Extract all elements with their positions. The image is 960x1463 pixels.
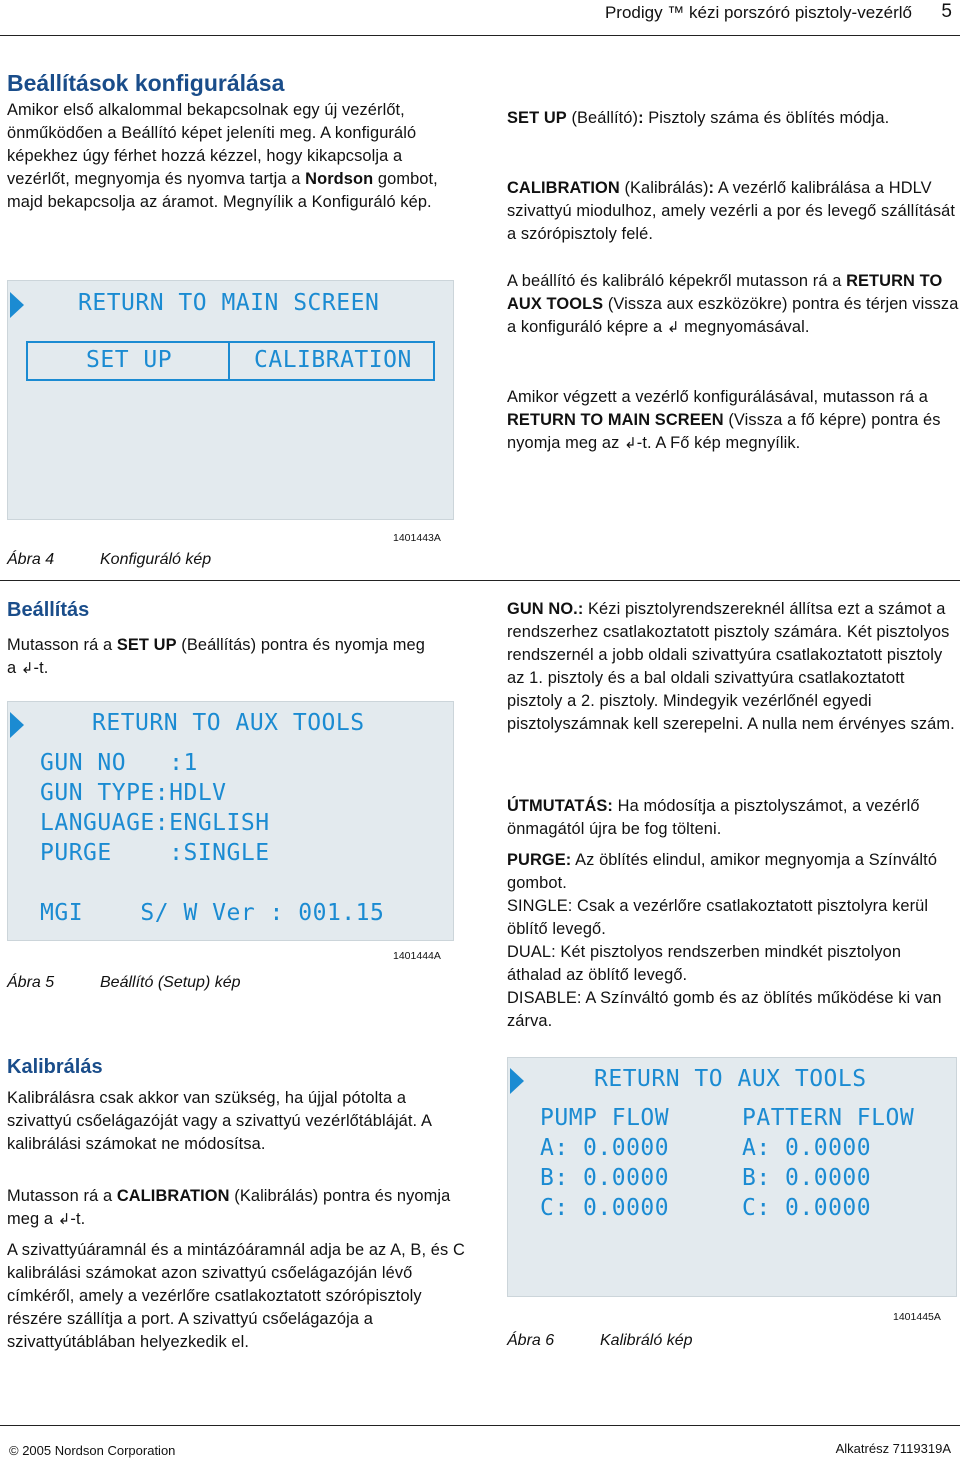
figure4-caption: Konfiguráló kép [100, 551, 212, 568]
calibration-button-label: CALIBRATION [254, 347, 412, 373]
setup-button-label: SET UP [86, 347, 173, 373]
selection-arrow-icon [510, 1068, 524, 1094]
calibration-intro: Kalibrálásra csak akkor van szükség, ha újjal pótolta a szivattyú csőelágazóját vagy a szivattyú vezérlőtábláját. A kalibrálási számokat ne módosítsa. [7, 1089, 432, 1153]
section-heading-config: Beállítások konfigurálása [7, 70, 285, 96]
page-header [0, 0, 960, 30]
figure6-caption: Kalibráló kép [600, 1332, 693, 1349]
config-screen [7, 280, 454, 520]
figure6-code: 1401445A [893, 1311, 941, 1323]
section-heading-calibration: Kalibrálás [7, 1056, 103, 1078]
figure5-code: 1401444A [393, 950, 441, 962]
guidance-note: ÚTMUTATÁS: Ha módosítja a pisztolyszámot, a vezérlő önmagától újra be fog tölteni. [507, 797, 920, 838]
gun-type-field[interactable]: GUN TYPE:HDLV [40, 780, 227, 806]
purge-field[interactable]: PURGE :SINGLE [40, 840, 270, 866]
figure4-code: 1401443A [393, 532, 441, 544]
section-heading-setup: Beállítás [7, 599, 90, 621]
return-aux-tools-item[interactable]: RETURN TO AUX TOOLS [92, 710, 365, 736]
copyright: © 2005 Nordson Corporation [9, 1443, 176, 1458]
setup-instruction: Mutasson rá a SET UP (Beállítás) pontra és nyomja meg a ↲-t. [7, 636, 425, 677]
return-main-description: Amikor végzett a vezérlő konfigurálásával, mutasson rá a RETURN TO MAIN SCREEN (Vissza a fő képre) pontra és nyomja meg az ↲-t. A Fő kép megnyílik. [507, 388, 941, 452]
return-aux-tools-item[interactable]: RETURN TO AUX TOOLS [594, 1066, 867, 1092]
pump-flow-a[interactable]: A: 0.0000 [540, 1135, 670, 1161]
setup-description: SET UP (Beállító): Pisztoly száma és öblítés módja. [507, 109, 890, 127]
page-number: 5 [941, 1, 952, 22]
figure6-label: Ábra 6 [507, 1332, 555, 1349]
divider-rule [0, 580, 960, 581]
gun-no-description: GUN NO.: Kézi pisztolyrendszereknél állítsa ezt a számot a rendszerhez csatlakoztatott pisztoly számára. Két pisztolyos rendszernél a jobb oldali szivattyúra csatlakoztatott pisztoly az 1. pisztoly és a bal oldali szivattyúra csatlakoztatott pisztoly a 2. pisztoly. Mindegyik vezérlőnél egyedi pisztolyszámnak kell szerepelni. A nulla nem érvényes szám. [507, 600, 955, 733]
header-title: Prodigy ™ kézi porszóró pisztoly-vezérlő [604, 3, 912, 22]
calibration-button[interactable] [228, 341, 435, 381]
setup-screen [7, 701, 454, 941]
calibration-screen [507, 1057, 957, 1297]
figure4-label: Ábra 4 [7, 551, 55, 568]
pump-flow-title: PUMP FLOW [540, 1105, 670, 1131]
calibration-description: CALIBRATION (Kalibrálás): A vezérlő kalibrálása a HDLV szivattyú miodulhoz, amely vezérli a por és levegő szállítását a szórópisztoly felé. [507, 179, 956, 243]
calibration-instruction: Mutasson rá a CALIBRATION (Kalibrálás) pontra és nyomja meg a ↲-t. [7, 1187, 451, 1228]
pump-flow-c[interactable]: C: 0.0000 [540, 1195, 670, 1221]
calibration-details: A szivattyúáramnál és a mintázóáramnál adja be az A, B, és C kalibrálási számokat azon szivattyú csőelágazóján lévő címkéről, amely a vezérlőre csatlakoztatott szórópisztoly részére szállítja a port. A szivattyú csőelágazója a szivattyútáblában helyezkedik el. [7, 1241, 465, 1351]
figure5-caption: Beállító (Setup) kép [100, 974, 241, 991]
language-field[interactable]: LANGUAGE:ENGLISH [40, 810, 270, 836]
gun-no-field[interactable]: GUN NO :1 [40, 750, 198, 776]
purge-description: PURGE: Az öblítés elindul, amikor megnyomja a Színváltó gombot. SINGLE: Csak a vezérlőre csatlakoztatott pisztolyra kerül öblítő levegő. DUAL: Két pisztolyos rendszerben mindkét pisztolyon áthalad az öblítő levegő. DISABLE: A Színváltó gomb és az öblítés működése ki van zárva. [507, 851, 942, 1030]
pattern-flow-a[interactable]: A: 0.0000 [742, 1135, 872, 1161]
header-rule [0, 35, 960, 36]
part-number: Alkatrész 7119319A [835, 1441, 951, 1456]
pattern-flow-title: PATTERN FLOW [742, 1105, 915, 1131]
pattern-flow-b[interactable]: B: 0.0000 [742, 1165, 872, 1191]
software-version: MGI S/ W Ver : 001.15 [40, 900, 385, 926]
intro-paragraph: Amikor első alkalommal bekapcsolnak egy új vezérlőt, önműködően a Beállító képet jeleníti meg. A konfiguráló képekhez úgy férhet hozzá kézzel, hogy kikapcsolja a vezérlőt, megnyomja és nyomva tartja a Nordson gombot, majd bekapcsolja az áramot. Megnyílik a Konfiguráló kép. [7, 101, 438, 211]
return-main-screen-item[interactable]: RETURN TO MAIN SCREEN [78, 290, 380, 316]
footer-rule [0, 1425, 960, 1426]
selection-arrow-icon [10, 292, 24, 318]
return-aux-description: A beállító és kalibráló képekről mutasson rá a RETURN TO AUX TOOLS (Vissza aux eszközökre) pontra és térjen vissza a konfiguráló képre a ↲ megnyomásával. [507, 272, 959, 336]
setup-button[interactable] [26, 341, 230, 381]
selection-arrow-icon [10, 712, 24, 738]
pattern-flow-c[interactable]: C: 0.0000 [742, 1195, 872, 1221]
figure5-label: Ábra 5 [7, 974, 55, 991]
pump-flow-b[interactable]: B: 0.0000 [540, 1165, 670, 1191]
